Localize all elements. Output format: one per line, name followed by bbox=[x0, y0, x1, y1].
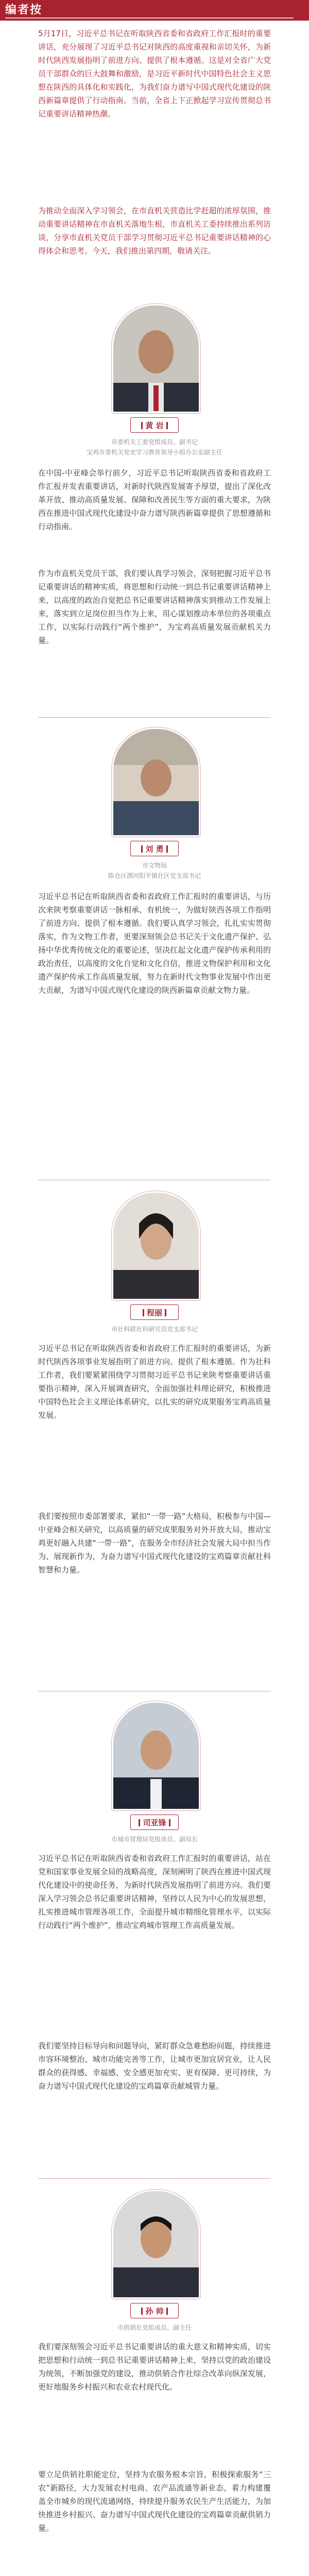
profile-title-5a: 市供销社党组成员、副主任 bbox=[117, 2324, 192, 2331]
profile-2-paragraph-1: 习近平总书记在听取陕西省委和省政府工作汇报时的重要讲话，与历次来陕考察重要讲话一脉相承、有机统一，为做好陕西各项工作指明了前进方向、提供了根本遵循。我们要认真学习领会，扎扎实实贯彻落实，作为文物工作者，更要深刻领会总书记关于文化遗产保护、弘扬中华优秀传统文化的重要论述，坚决扛起文化遗产保护传承利用的政治责任，以高度的文化自觉和文化自信，推进文物保护利用和文化遗产保护传承工作高质量发展，努力在新时代文物事业发展中作出更大贡献，为谱写中国式现代化建设的陕西新篇章贡献文物力量。 bbox=[38, 892, 271, 995]
profile-photo-4 bbox=[112, 1701, 200, 1810]
intro-paragraph-2: 为推动全面深入学习领会，在市直机关营造比学赶超的浓厚氛围，推动重要讲话精神在市直机关落地生根，市直机关工委持续推出系列访谈，分享市直机关党员干部学习贯彻习近平总书记重要讲话精神的心得体会和思考。今天，我们推出第四期，敬请关注。 bbox=[38, 206, 271, 256]
name-bar-left bbox=[143, 1309, 144, 1316]
profile-1-paragraph-1: 在中国-中亚峰会举行前夕，习近平总书记听取陕西省委和省政府工作汇报并发表重要讲话，对新时代陕西发展寄予厚望，提出了深化改革开放、推动高质量发展、保障和改善民生等方面的重大要求，为陕西在推进中国式现代化建设中奋力谱写陕西新篇章提供了思想遵循和行动指南。 bbox=[38, 468, 271, 531]
profile-title-4a: 市城市管理局党组成员、副局长 bbox=[111, 1836, 198, 1843]
portrait-photo-icon bbox=[113, 729, 199, 835]
profile-title-2b: 陈仓区渭河阳平镇社区党支部书记 bbox=[108, 872, 201, 879]
profile-title-1b: 宝鸡市委机关党史学习教育领导小组办公室副主任 bbox=[86, 449, 222, 456]
profile-photo-5 bbox=[112, 2190, 200, 2299]
profile-name-4 bbox=[130, 1815, 179, 1830]
profile-name-text-3: 程丽 bbox=[146, 1308, 162, 1317]
profile-name-5 bbox=[130, 2303, 179, 2318]
profile-4-paragraph-1: 习近平总书记在听取陕西省委和省政府工作汇报时的重要讲话，站在党和国家事业发展全局的战略高度，深刻阐明了陕西在推进中国式现代化建设中的使命任务，为新时代陕西发展指明了前进方向。我们要深入学习领会总书记重要讲话精神，坚持以人民为中心的发展思想，扎实推进城市管理各项工作，全面提升城市精细化管理水平，以实际行动践行“两个维护”，推动宝鸡城市管理工作高质量发展。 bbox=[38, 1854, 271, 1930]
profile-3-paragraph-1: 习近平总书记在听取陕西省委和省政府工作汇报时的重要讲话，为新时代陕西各项事业发展指明了前进方向、提供了根本遵循。作为社科工作者，我们要紧紧围绕学习贯彻习近平总书记来陕考察重要讲话重要指示精神，深入开展调查研究，全面加强社科理论研究，积极推进中国特色社会主义理论体系研究，以扎实的研究成果服务宝鸡高质量发展。 bbox=[38, 1344, 271, 1420]
profile-3-paragraph-2: 我们要按照市委部署要求，紧扣“一带一路”大格局，积极参与中国—中亚峰会相关研究，以高质量的研究成果服务对外开放大局，推动宝鸡更好融入共建“一带一路”，在服务全市经济社会发展大局中担当作为、展现新作为，为奋力谱写中国式现代化建设的宝鸡篇章贡献社科智慧和力量。 bbox=[38, 1512, 271, 1574]
name-bar-left bbox=[139, 1819, 140, 1826]
profile-name-3 bbox=[130, 1304, 179, 1320]
name-bar-right bbox=[166, 422, 168, 429]
profile-photo-1 bbox=[112, 304, 200, 413]
portrait-photo-icon bbox=[113, 1193, 199, 1299]
profile-name-text-5: 孙 帅 bbox=[145, 2307, 164, 2316]
portrait-photo-icon bbox=[113, 2191, 199, 2297]
editor-note-header bbox=[0, 0, 309, 21]
profile-name-1 bbox=[130, 417, 179, 433]
profile-name-text-2: 刘 勇 bbox=[145, 844, 164, 854]
intro-paragraph-1: 5月17日，习近平总书记在听取陕西省委和省政府工作汇报时的重要讲话，充分展现了习近平总书记对陕西的高度重视和亲切关怀，为新时代陕西发展指明了前进方向、提供了根本遵循。这是对全省广大党员干部群众的巨大鼓舞和激励，是习近平新时代中国特色社会主义思想在陕西的具体化和实践化，为我们奋力谱写中国式现代化建设的陕西新篇章提供了行动指南。当前，全省上下正掀起学习宣传贯彻总书记重要讲话精神热潮。 bbox=[38, 29, 271, 118]
profile-title-3a: 市社科联社科研究员党支部书记 bbox=[111, 1326, 198, 1333]
name-bar-right bbox=[166, 2308, 168, 2315]
editor-note-tag: 编者按 bbox=[5, 4, 43, 16]
profile-name-text-1: 黄 岩 bbox=[145, 421, 164, 430]
section-divider-1 bbox=[38, 717, 271, 718]
profile-name-2 bbox=[130, 841, 179, 856]
name-bar-left bbox=[141, 2308, 143, 2315]
name-bar-left bbox=[141, 845, 143, 853]
profile-4-paragraph-2: 我们要坚持目标导向和问题导向，紧盯群众急难愁盼问题，持续推进市容环境整治、城市功能完善等工作，让城市更加宜居宜业，让人民群众的获得感、幸福感、安全感更加充实、更有保障、更可持续，为奋力谱写中国式现代化建设的宝鸡篇章贡献城管力量。 bbox=[38, 2041, 271, 2091]
profile-5-paragraph-2: 要立足供销社职能定位，坚持为农服务根本宗旨，积极探索服务“三农”新路径，大力发展农村电商、农产品流通等新业态，着力构建覆盖全市城乡的现代流通网络，持续提升服务农民生产生活能力，为加快推进乡村振兴、奋力谱写中国式现代化建设的宝鸡篇章贡献供销力量。 bbox=[38, 2470, 271, 2533]
portrait-photo-icon bbox=[113, 306, 199, 412]
name-bar-left bbox=[141, 422, 143, 429]
header-underline bbox=[5, 18, 294, 19]
profile-photo-3 bbox=[112, 1191, 200, 1300]
portrait-photo-icon bbox=[113, 1703, 199, 1809]
section-divider-4 bbox=[38, 2178, 271, 2179]
name-bar-right bbox=[166, 845, 168, 853]
profile-name-text-4: 司亚锋 bbox=[143, 1818, 166, 1827]
profile-1-paragraph-2: 作为市直机关党员干部，我们要认真学习领会，深刻把握习近平总书记重要讲话的精神实质，将思想和行动统一到总书记重要讲话精神上来，以高度的政治自觉把总书记重要讲话精神落实到推动工作发展上来，落实到立足岗位担当作为上来，用心谋划推动本单位的各项重点工作，以实际行动践行“两个维护”，为宝鸡高质量发展贡献机关力量。 bbox=[38, 569, 271, 645]
profile-5-paragraph-1: 我们要深刻领会习近平总书记重要讲话的重大意义和精神实质，切实把思想和行动统一到总书记重要讲话精神上来，坚持以党的政治建设为统领，不断加强党的建设，推动供销合作社综合改革向纵深发展，更好地服务乡村振兴和农业农村现代化。 bbox=[38, 2342, 271, 2392]
profile-title-1a: 市委机关工委党组成员、副书记 bbox=[111, 438, 198, 446]
profile-title-2a: 市文物局 bbox=[142, 862, 167, 869]
profile-photo-2 bbox=[112, 727, 200, 837]
name-bar-right bbox=[165, 1309, 166, 1316]
name-bar-right bbox=[169, 1819, 170, 1826]
